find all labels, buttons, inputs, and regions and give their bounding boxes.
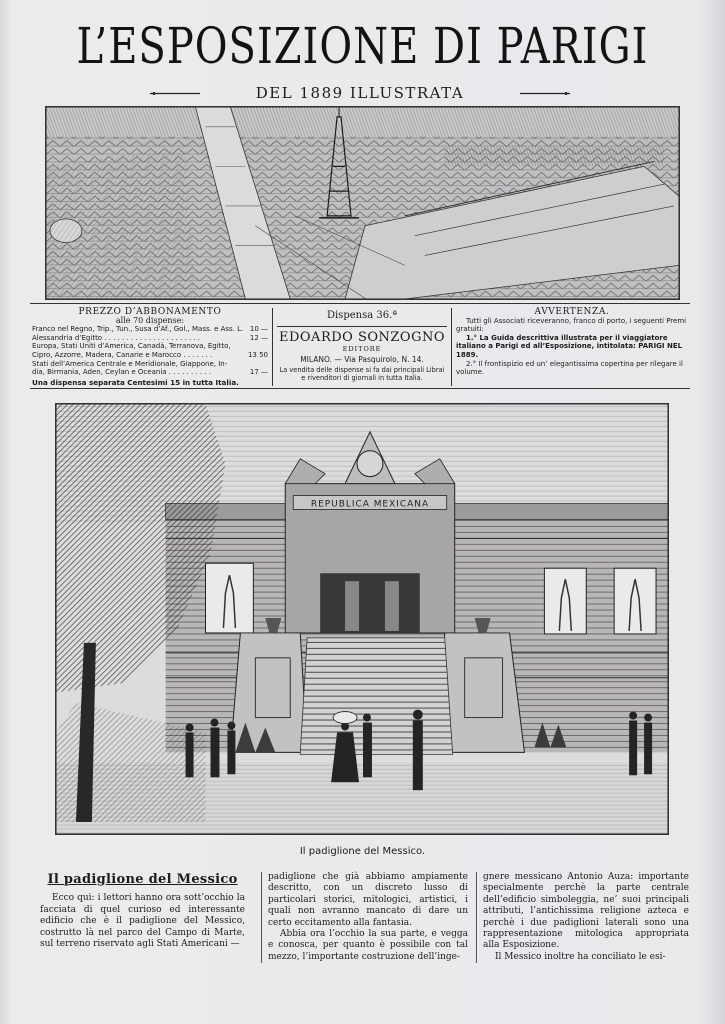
article-column-2 [261,872,468,963]
information-band [30,303,690,389]
flourish-left-ornament [150,92,200,95]
article-paragraph: Abbia ora l’occhio la sua parte, e vegga e conosca, per quanto è possibile con tal mezzo, l’importante costruzione dell’inge- [268,929,468,962]
price-label: Franco nel Regno, Trip., Tun., Susa d’Af., Gol., Mass. e Ass. L. [32,325,244,334]
price-row [32,342,268,351]
price-label: Alessandria d’Egitto . . . . . . . . . . . . . . . . . . . . . . [32,333,200,342]
price-label: Cipro, Azzorre, Madera, Canarie e Marocco . . . . . . . [32,350,213,359]
sales-note: La vendita delle dispense si fa dai principali Librai e rivenditori di giornali in tutta Italia. [279,366,445,382]
price-row [32,334,268,343]
price-value: 10 — [249,325,268,334]
publisher-block [272,308,452,386]
exposition-panorama-engraving [45,106,680,300]
article-paragraph: Il Messico inoltre ha conciliato le esi- [495,951,666,962]
publisher-role: EDITORE [342,345,382,353]
masthead-subtitle: DEL 1889 ILLUSTRATA [255,84,465,102]
price-value: 13 50 [247,350,268,359]
price-row [32,325,268,334]
price-label: Europa, Stati Uniti d’America, Canadà, Terranova, Egitto, [32,342,231,351]
article-paragraph: Ecco qui: i lettori hanno ora sott’occhio la facciata di quel curioso ed interessante edificio che è il padiglione del Messico, costrutto là nel parco del Campo di Marte, sul terreno riservato agli Stati Americani — [40,893,245,950]
article-paragraph: gnere messicano Antonio Auza: importante specialmente perchè la parte centrale dell’edificio simboleggia, ne’ suoi principali attributi, l’antichissima religione azteca e perchè i due padiglioni laterali sono una rappresentazione mitologica appropriata alla Esposizione. [483,872,689,951]
notice-block [456,308,688,377]
price-label: Stati dell’America Centrale e Meridionale, Giappone, In- [32,359,228,368]
notice-heading: AVVERTENZA. [534,307,610,317]
subscription-heading: PREZZO D’ABBONAMENTO [78,307,222,317]
flourish-right-ornament [520,92,570,95]
issue-number: Dispensa 36.ª [326,310,398,321]
notice-item-1: 1.° La Guida descrittiva illustrata per il viaggiatore italiano a Parigi ed all’Esposizione, intitolata: PARIGI NEL 1889. [456,333,683,359]
mexican-pavilion-engraving [55,403,669,835]
price-row [32,351,268,360]
price-value: 17 — [249,368,268,377]
notice-intro: Tutti gli Associati riceveranno, franco di porto, i seguenti Premi gratuiti: [456,316,687,334]
price-row [32,368,268,377]
publisher-name: EDOARDO SONZOGNO [277,326,447,345]
pavilion-sign: REPUBLICA MEXICANA [310,499,430,510]
article-heading: Il padiglione del Messico [47,872,238,887]
illustration-caption: Il padiglione del Messico. [299,846,426,857]
subscription-subheading: alle 70 dispense: [115,315,185,325]
price-label: dia, Birmania, Aden, Ceylan e Oceania . . . . . . . . . . [32,368,212,377]
price-row [32,360,268,369]
single-issue-price: Una dispensa separata Centesimi 15 in tutta Italia. [32,377,239,387]
subscription-prices [32,308,268,387]
masthead-title: L’ESPOSIZIONE DI PARIGI [76,18,649,76]
notice-item-2: 2.° Il frontispizio ed un’ elegantissima copertina per rilegare il volume. [456,359,683,377]
publisher-address: MILANO. — Via Pasquirolo, N. 14. [300,355,424,364]
subtitle-row [150,84,570,104]
article-column-3 [476,872,689,963]
article-paragraph: padiglione che già abbiamo ampiamente descritto, con un discreto lusso di particolari storici, mitologici, artistici, i quali non avranno mancato di dare un certo eccitamento alla fantasia. [268,872,468,928]
article-column-1 [40,872,245,950]
price-value: 12 — [249,333,268,342]
